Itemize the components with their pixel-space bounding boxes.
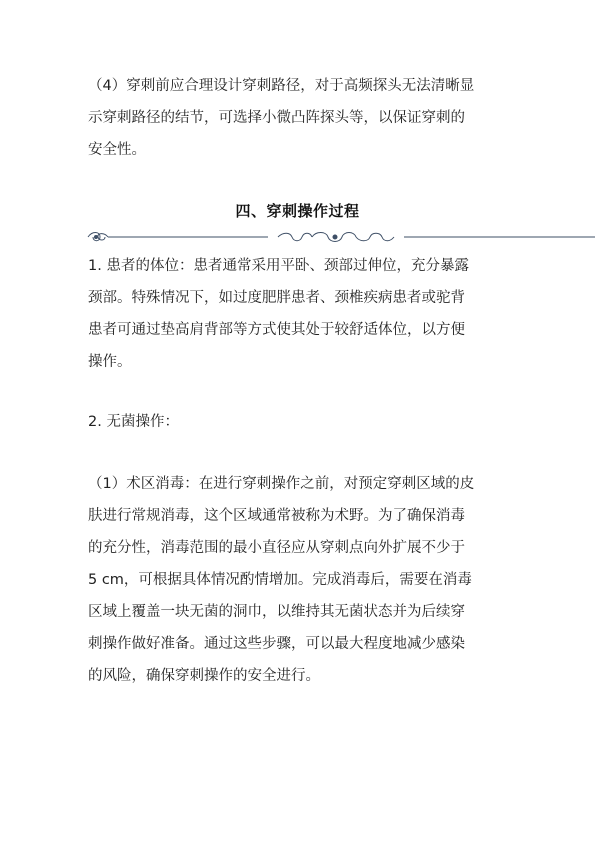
text-line: 5 cm，可根据具体情况酌情增加。完成消毒后，需要在消毒 <box>88 572 472 588</box>
text-line: 肤进行常规消毒，这个区域通常被称为术野。为了确保消毒 <box>88 508 465 524</box>
paragraph-puncture-path <box>88 70 506 166</box>
flourish-left-icon <box>88 233 108 241</box>
paragraph-patient-position <box>88 250 506 378</box>
text-line: 区域上覆盖一块无菌的洞巾，以维持其无菌状态并为后续穿 <box>88 604 465 620</box>
text-line: 的风险，确保穿刺操作的安全进行。 <box>88 668 320 684</box>
text-line: 的充分性，消毒范围的最小直径应从穿刺点向外扩展不少于 <box>88 540 465 556</box>
subheading-aseptic <box>88 406 506 438</box>
section-heading: 四、穿刺操作过程 <box>235 202 360 220</box>
text-line: 示穿刺路径的结节，可选择小微凸阵探头等，以保证穿刺的 <box>88 110 465 126</box>
text-line: 2. 无菌操作： <box>88 414 179 430</box>
text-line: 安全性。 <box>88 142 146 158</box>
text-line: 操作。 <box>88 354 132 370</box>
text-line: 患者可通过垫高肩背部等方式使其处于较舒适体位，以方便 <box>88 322 465 338</box>
text-line: （1）术区消毒：在进行穿刺操作之前，对预定穿刺区域的皮 <box>88 476 475 492</box>
paragraph-disinfection <box>88 468 506 692</box>
text-line: 颈部。特殊情况下，如过度肥胖患者、颈椎疾病患者或驼背 <box>88 290 465 306</box>
ornamental-divider <box>78 228 595 246</box>
text-line: （4）穿刺前应合理设计穿刺路径，对于高频探头无法清晰显 <box>88 78 475 94</box>
scroll-ornament-icon <box>278 233 394 242</box>
text-line: 刺操作做好准备。通过这些步骤，可以最大程度地减少感染 <box>88 636 465 652</box>
text-line: 1. 患者的体位：患者通常采用平卧、颈部过伸位，充分暴露 <box>88 258 469 274</box>
